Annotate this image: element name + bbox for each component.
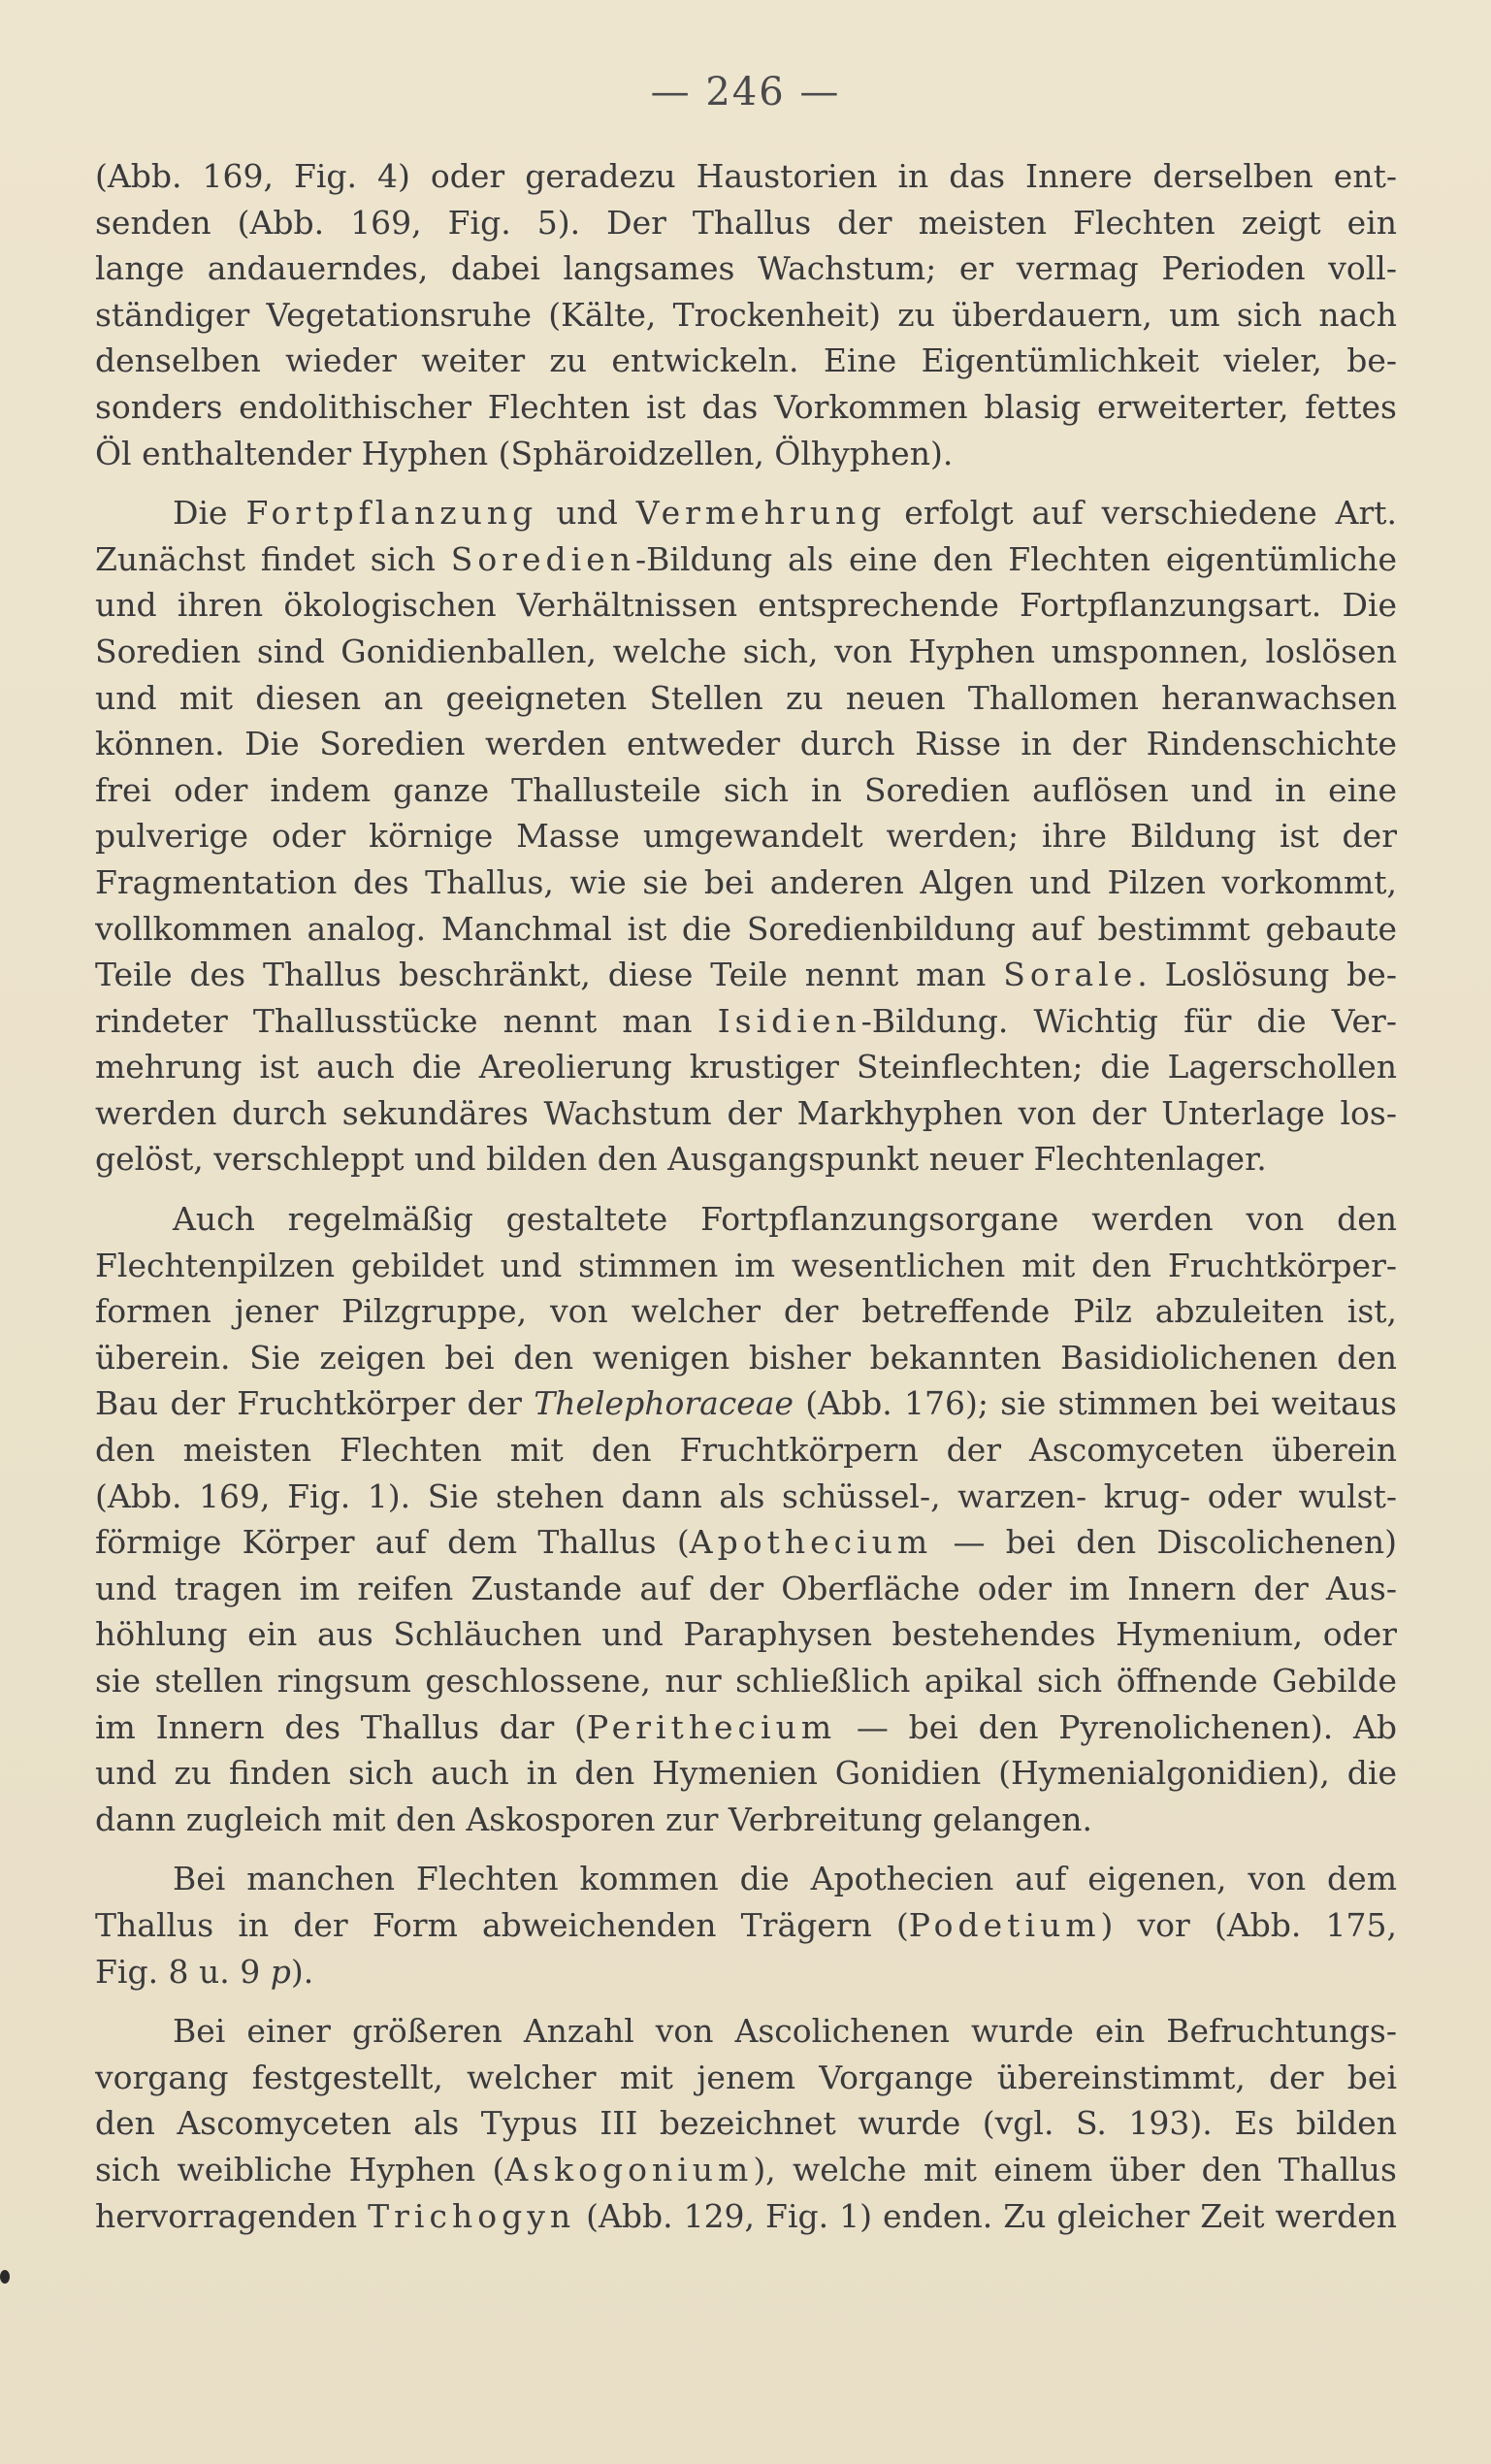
text-line: förmige Körper auf dem Thallus (Apothecium — bei den Discolichenen) (95, 1523, 1397, 1562)
text-line: sie stellen ringsum geschlossene, nur schließlich apikal sich öffnende Gebilde (95, 1662, 1397, 1700)
text-line: Die Fortpflanzung und Vermehrung erfolgt auf verschiedene Art. (173, 494, 1397, 533)
paragraph (95, 2008, 1397, 2239)
text-line: und ihren ökologischen Verhältnissen entsprechende Fortpflanzungsart. Die (95, 586, 1397, 625)
text-line: werden durch sekundäres Wachstum der Markhyphen von der Unterlage los- (95, 1093, 1397, 1132)
ink-speck (0, 2270, 10, 2284)
text-line: und mit diesen an geeigneten Stellen zu neuen Thallomen heranwachsen (95, 678, 1397, 717)
text-line: Teile des Thallus beschränkt, diese Teile nennt man Sorale. Loslösung be- (95, 956, 1397, 994)
text-line: mehrung ist auch die Areolierung krustiger Steinflechten; die Lagerschollen (95, 1048, 1397, 1086)
text-line: ständiger Vegetationsruhe (Kälte, Trockenheit) zu überdauern, um sich nach (95, 295, 1397, 334)
text-line: und zu finden sich auch in den Hymenien Gonidien (Hymenialgonidien), die (95, 1754, 1397, 1793)
paragraph (95, 490, 1397, 1183)
text-line: vorgang festgestellt, welcher mit jenem Vorgange übereinstimmt, der bei (95, 2058, 1397, 2096)
page-number: — 246 — (650, 70, 841, 114)
text-line: Bei manchen Flechten kommen die Apothecien auf eigenen, von dem (173, 1860, 1397, 1898)
text-line: Flechtenpilzen gebildet und stimmen im wesentlichen mit den Fruchtkörper- (95, 1246, 1397, 1284)
text-line: vollkommen analog. Manchmal ist die Soredienbildung auf bestimmt gebaute (95, 909, 1397, 948)
text-line: hervorragenden Trichogyn (Abb. 129, Fig. 1) enden. Zu gleicher Zeit werden (95, 2196, 1397, 2235)
spaced-term: Trichogyn (368, 2196, 576, 2235)
text-line: gelöst, verschleppt und bilden den Ausgangspunkt neuer Flechtenlager. (95, 1140, 1267, 1179)
text-line: Auch regelmäßig gestaltete Fortpflanzungsorgane werden von den (173, 1200, 1397, 1239)
italic-term: Thelephoraceae (534, 1384, 794, 1423)
text-line: überein. Sie zeigen bei den wenigen bisher bekannten Basidiolichenen den (95, 1338, 1397, 1377)
text-line: pulverige oder körnige Masse umgewandelt werden; ihre Bildung ist der (95, 817, 1397, 856)
text-line: können. Die Soredien werden entweder durch Risse in der Rindenschichte (95, 725, 1397, 763)
spaced-term: Fortpflanzung (245, 494, 538, 533)
spaced-term: Apothecium (689, 1523, 933, 1562)
text-line: Bau der Fruchtkörper der Thelephoraceae (Abb. 176); sie stimmen bei weitaus (95, 1384, 1397, 1423)
text-line: formen jener Pilzgruppe, von welcher der betreffende Pilz abzuleiten ist, (95, 1292, 1397, 1331)
spaced-term: Podetium (908, 1905, 1101, 1944)
spaced-term: Sorale (1003, 956, 1138, 994)
text-line: Öl enthaltender Hyphen (Sphäroidzellen, Ölhyphen). (95, 434, 954, 472)
text-line: Thallus in der Form abweichenden Trägern (Podetium) vor (Abb. 175, (95, 1905, 1397, 1944)
text-line: sich weibliche Hyphen (Askogonium), welche mit einem über den Thallus (95, 2150, 1397, 2188)
text-line: senden (Abb. 169, Fig. 5). Der Thallus der meisten Flechten zeigt ein (95, 203, 1397, 242)
spaced-term: Askogonium (504, 2150, 754, 2188)
italic-term: p (270, 1952, 291, 1991)
text-line: rindeter Thallusstücke nennt man Isidien-Bildung. Wichtig für die Ver- (95, 1001, 1397, 1040)
text-line: und tragen im reifen Zustande auf der Oberfläche oder im Innern der Aus- (95, 1569, 1397, 1607)
body-text (95, 153, 1397, 2253)
text-line: höhlung ein aus Schläuchen und Paraphysen bestehendes Hymenium, oder (95, 1615, 1397, 1654)
spaced-term: Vermehrung (635, 494, 887, 533)
paragraph (95, 1196, 1397, 1842)
text-line: Fragmentation des Thallus, wie sie bei anderen Algen und Pilzen vorkommt, (95, 862, 1397, 901)
text-line: denselben wieder weiter zu entwickeln. Eine Eigentümlichkeit vieler, be- (95, 341, 1397, 380)
text-line: Bei einer größeren Anzahl von Ascolichenen wurde ein Befruchtungs- (173, 2012, 1397, 2051)
text-line: Soredien sind Gonidienballen, welche sich, von Hyphen umsponnen, loslösen (95, 632, 1397, 670)
spaced-term: Perithecium (586, 1707, 837, 1746)
spaced-term: Soredien (450, 539, 636, 578)
paragraph (95, 1856, 1397, 1994)
text-line: frei oder indem ganze Thallusteile sich in Soredien auflösen und in eine (95, 770, 1397, 809)
text-line: den Ascomyceten als Typus III bezeichnet wurde (vgl. S. 193). Es bilden (95, 2104, 1397, 2143)
spaced-term: Isidien (717, 1001, 861, 1040)
text-line: (Abb. 169, Fig. 1). Sie stehen dann als schüssel-, warzen- krug- oder wulst- (95, 1476, 1397, 1515)
text-line: sonders endolithischer Flechten ist das Vorkommen blasig erweiterter, fettes (95, 387, 1397, 426)
text-line: (Abb. 169, Fig. 4) oder geradezu Haustorien in das Innere derselben ent- (95, 157, 1397, 195)
paragraph (95, 153, 1397, 476)
text-line: den meisten Flechten mit den Fruchtkörpern der Ascomyceten überein (95, 1431, 1397, 1470)
text-line: Fig. 8 u. 9 p). (95, 1952, 314, 1991)
text-line: lange andauerndes, dabei langsames Wachstum; er vermag Perioden voll- (95, 249, 1397, 288)
text-line: dann zugleich mit den Askosporen zur Verbreitung gelangen. (95, 1799, 1092, 1838)
text-line: im Innern des Thallus dar (Perithecium — bei den Pyrenolichenen). Ab (95, 1707, 1397, 1746)
text-line: Zunächst findet sich Soredien-Bildung als eine den Flechten eigentümliche (95, 539, 1397, 578)
